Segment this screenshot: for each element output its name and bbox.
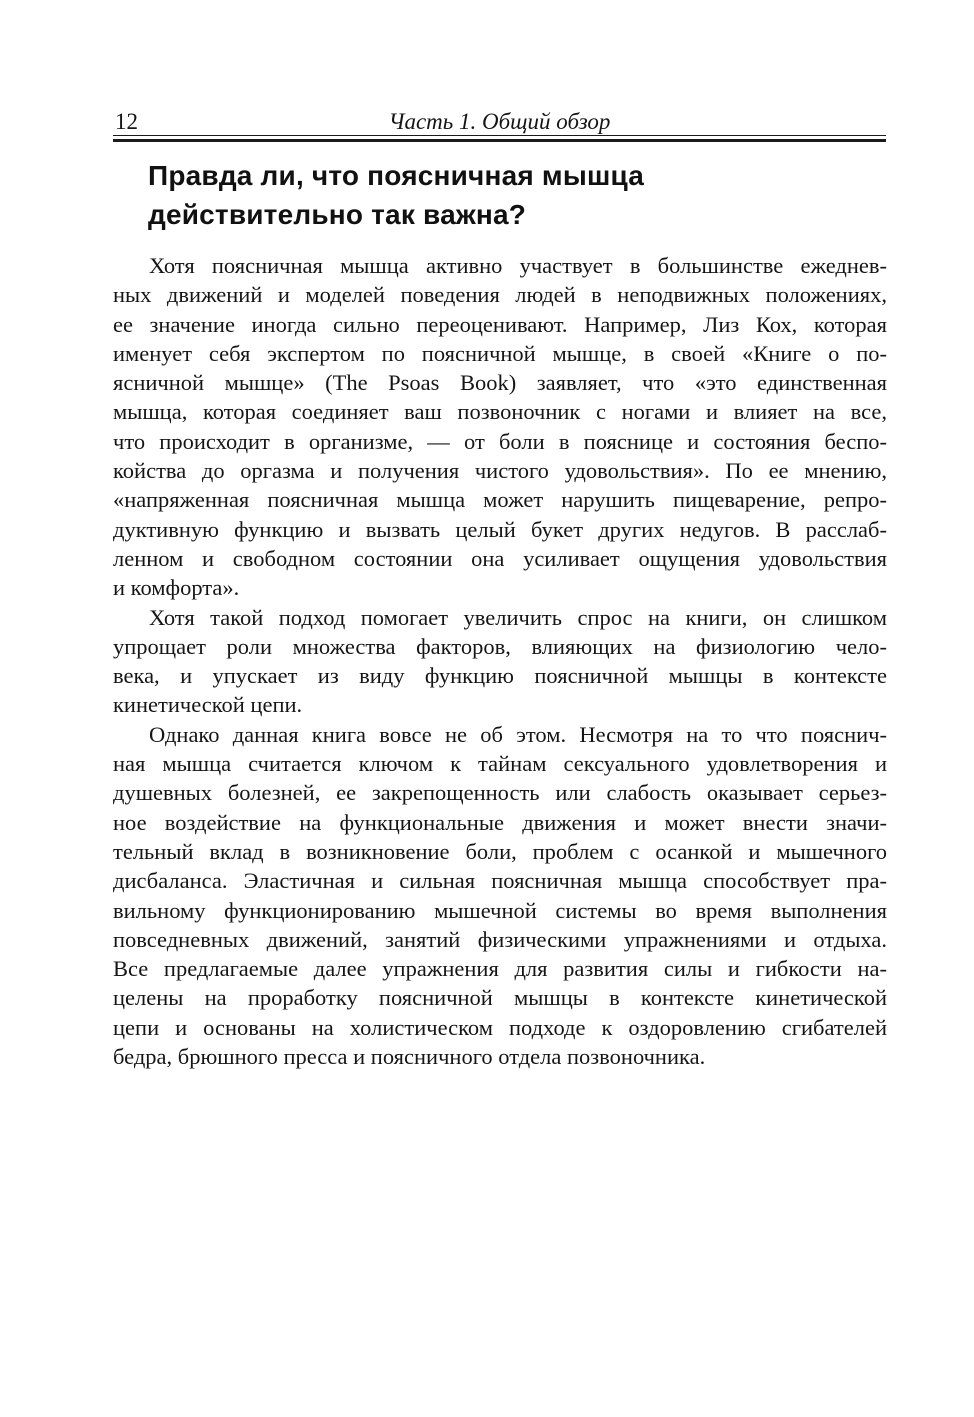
body-line: койства до оргазма и получения чистого удовольствия». По ее мнению, xyxy=(113,458,887,484)
body-line: упрощает роли множества факторов, влияющих на физиологию чело- xyxy=(113,633,887,659)
body-line: ных движений и моделей поведения людей в неподвижных положениях, xyxy=(113,282,887,308)
body-paragraph xyxy=(113,603,887,720)
body-line: ная мышца считается ключом к тайнам сексуального удовлетворения и xyxy=(113,751,887,777)
body-line: дисбаланса. Эластичная и сильная поясничная мышца способствует пра- xyxy=(113,868,887,894)
body-text xyxy=(113,251,887,1071)
section-heading xyxy=(148,156,886,234)
body-line: ленном и свободном состоянии она усиливает ощущения удовольствия xyxy=(113,545,887,571)
running-title: Часть 1. Общий обзор xyxy=(388,109,611,134)
section-heading-line-2: действительно так важна? xyxy=(148,199,527,230)
body-line: ное воздействие на функциональные движения и может внести значи- xyxy=(113,809,887,835)
body-paragraph xyxy=(113,251,887,603)
body-line: и комфорта». xyxy=(113,575,240,601)
body-line: бедра, брюшного пресса и поясничного отдела позвоночника. xyxy=(113,1044,706,1070)
body-line: целены на проработку поясничной мышцы в контексте кинетической xyxy=(113,985,887,1011)
body-line: века, и упускает из виду функцию поясничной мышцы в контексте xyxy=(113,663,887,689)
body-line: что происходит в организме, — от боли в пояснице и состояния беспо- xyxy=(113,428,887,454)
body-line: вильному функционированию мышечной системы во время выполнения xyxy=(113,897,887,923)
body-line: повседневных движений, занятий физическими упражнениями и отдыха. xyxy=(113,926,887,952)
body-line: мышца, которая соединяет ваш позвоночник с ногами и влияет на все, xyxy=(113,399,887,425)
body-line: цепи и основаны на холистическом подходе к оздоровлению сгибателей xyxy=(113,1014,887,1040)
body-line: Хотя поясничная мышца активно участвует в большинстве ежеднев- xyxy=(149,253,887,278)
body-line: «напряженная поясничная мышца может нарушить пищеварение, репро- xyxy=(113,487,887,513)
body-line: Все предлагаемые далее упражнения для развития силы и гибкости на- xyxy=(113,956,887,982)
body-line: именует себя экспертом по поясничной мышце, в своей «Книге о по- xyxy=(113,340,887,366)
header-rule-thin xyxy=(113,135,886,136)
body-line: кинетической цепи. xyxy=(113,692,303,718)
section-heading-line-1: Правда ли, что поясничная мышца xyxy=(148,160,645,191)
body-line: дуктивную функцию и вызвать целый букет других недугов. В расслаб- xyxy=(113,516,887,542)
body-line: ее значение иногда сильно переоценивают. Например, Лиз Кох, которая xyxy=(113,311,887,337)
body-line: тельный вклад в возникновение боли, проблем с осанкой и мышечного xyxy=(113,838,887,864)
body-line: Однако данная книга вовсе не об этом. Несмотря на то что пояснич- xyxy=(149,721,887,747)
page-number: 12 xyxy=(115,109,138,134)
body-line: Хотя такой подход помогает увеличить спрос на книги, он слишком xyxy=(149,604,887,630)
body-line: ясничной мышце» (The Psoas Book) заявляет, что «это единственная xyxy=(113,370,887,396)
body-line: душевных болезней, ее закрепощенность или слабость оказывает серьез- xyxy=(113,780,887,806)
running-head xyxy=(113,110,886,134)
header-rule-thick xyxy=(113,139,886,142)
body-paragraph xyxy=(113,720,887,1072)
